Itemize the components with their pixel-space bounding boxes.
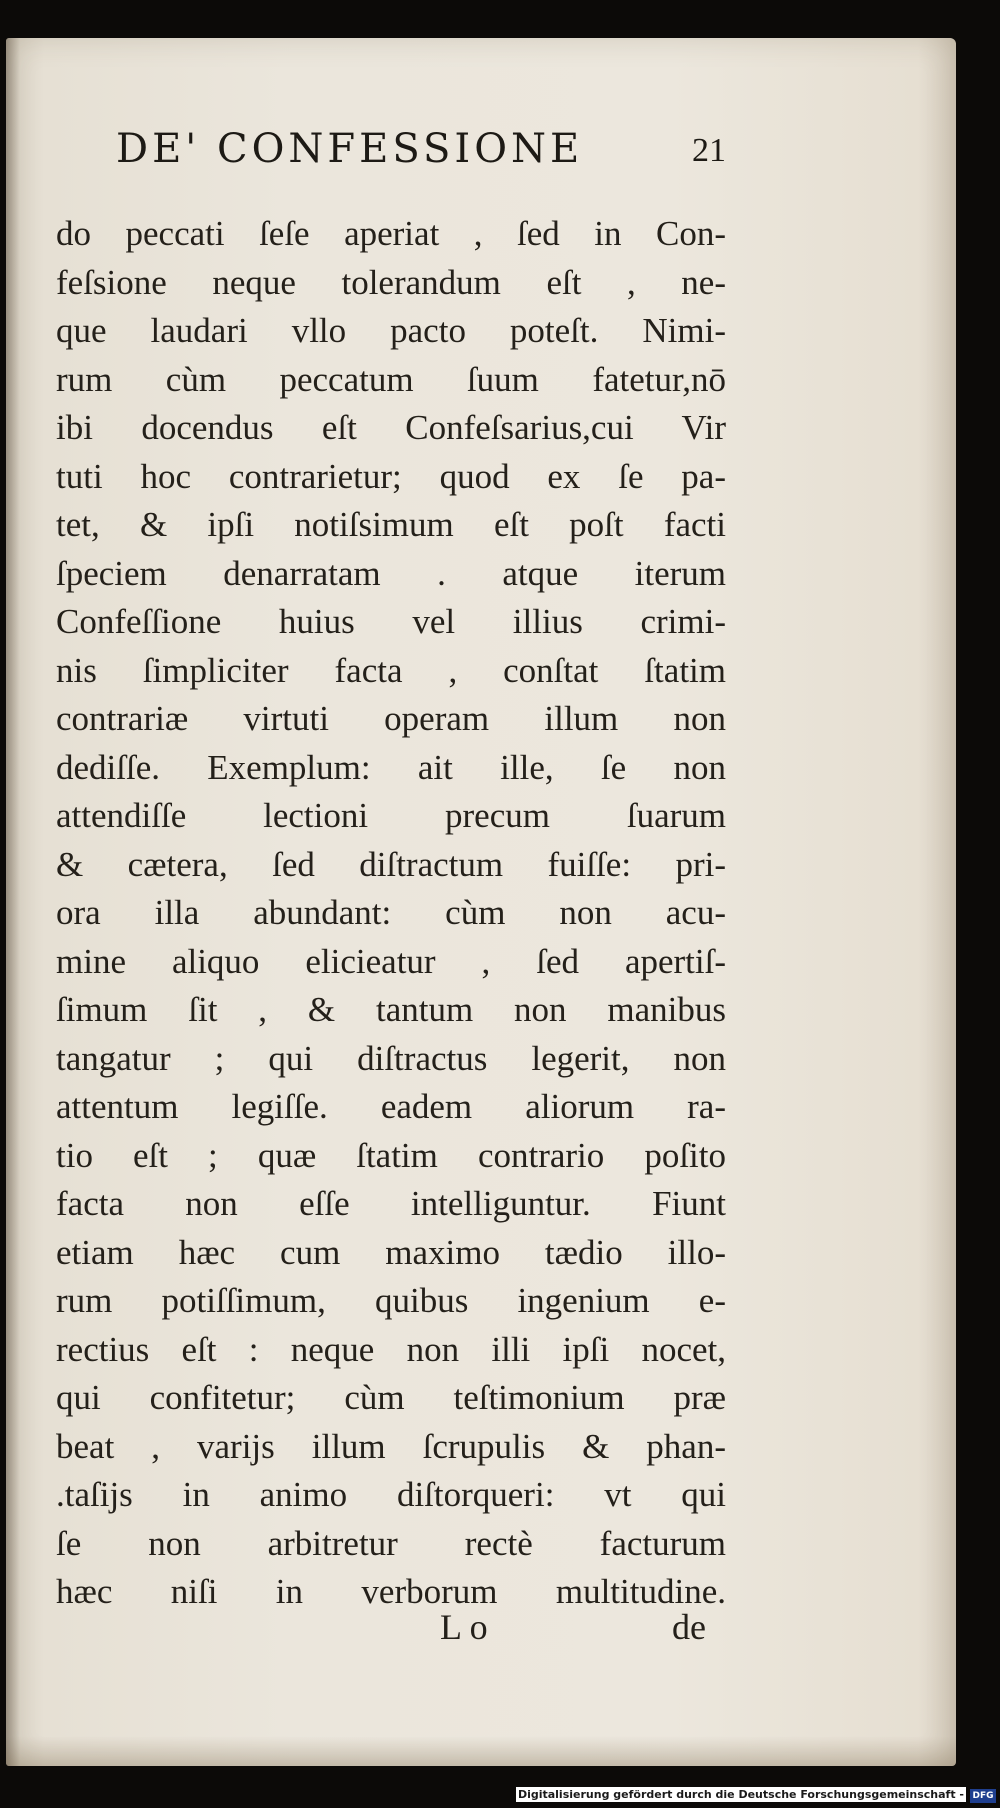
text-line: mine aliquo elicieatur , ſed apertiſ- [56,941,726,981]
text-line: attendiſſe lectioni precum ſuarum [56,796,726,835]
digitization-credit: Digitalisierung gefördert durch die Deutsche Forschungsgemeinschaft - [517,1788,964,1801]
text-line: ſe non arbitretur rectè facturum [56,1523,726,1563]
text-line: dediſſe. Exemplum: ait ille, ſe non [56,747,726,787]
text-line: rectius eſt : neque non illi ipſi nocet, [56,1329,726,1369]
text-line: beat , varijs illum ſcrupulis & phan- [56,1426,726,1466]
text-line: contrariæ virtuti operam illum non [56,699,726,738]
text-line: ſpeciem denarratam . atque iterum [56,553,726,593]
text-line: tuti hoc contrarietur; quod ex ſe pa- [56,456,726,496]
signature-mark: L o [440,1607,488,1647]
text-line: tet, & ipſi notiſsimum eſt poſt facti [56,505,726,544]
text-line: ibi docendus eſt Confeſsarius,cui Vir [56,408,726,447]
text-line: Confeſſione huius vel illius crimi- [56,602,726,641]
text-line: .taſijs in animo diſtorqueri: vt qui [56,1475,726,1514]
text-line: hæc niſi in verborum multitudine. [56,1572,726,1611]
text-line: tangatur ; qui diſtractus legerit, non [56,1038,726,1078]
text-line: nis ſimpliciter facta , conſtat ſtatim [56,650,726,690]
text-line: rum cùm peccatum ſuum fatetur,nō [56,359,726,399]
running-head: DE' CONFESSIONE [116,126,584,172]
text-line: que laudari vllo pacto poteſt. Nimi- [56,311,726,350]
catchword: de [672,1607,706,1647]
dfg-logo: DFG [970,1789,996,1803]
text-line: attentum legiſſe. eadem aliorum ra- [56,1087,726,1126]
page-number: 21 [692,132,726,169]
text-line: ſimum ſit , & tantum non manibus [56,990,726,1029]
text-line: do peccati ſeſe aperiat , ſed in Con- [56,214,726,253]
body-text [56,210,726,1617]
text-line: tio eſt ; quæ ſtatim contrario poſito [56,1135,726,1175]
text-line: ora illa abundant: cùm non acu- [56,893,726,932]
text-line: etiam hæc cum maximo tædio illo- [56,1232,726,1272]
text-line: feſsione neque tolerandum eſt , ne- [56,262,726,302]
text-line: facta non eſſe intelliguntur. Fiunt [56,1184,726,1223]
text-line: & cætera, ſed diſtractum fuiſſe: pri- [56,844,726,884]
book-page [6,38,956,1766]
text-line: qui confitetur; cùm teſtimonium præ [56,1378,726,1417]
text-line: rum potiſſimum, quibus ingenium e- [56,1281,726,1320]
